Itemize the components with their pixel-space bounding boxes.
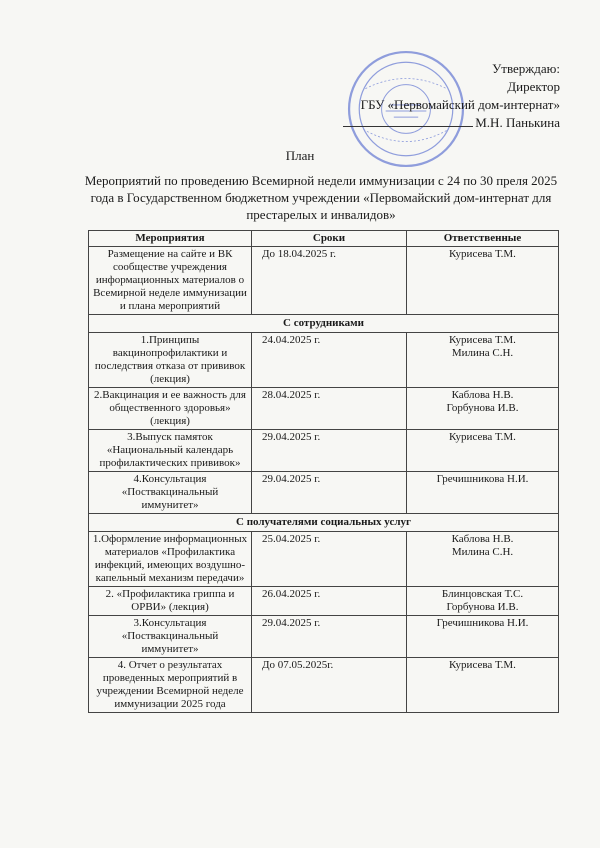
organization-name: ГБУ «Первомайский дом-интернат» <box>360 97 560 112</box>
director-position: Директор <box>507 79 560 94</box>
date-cell: 25.04.2025 г. <box>252 532 407 587</box>
date-cell: До 07.05.2025г. <box>252 658 407 713</box>
responsible-person: Блинцовская Т.С. <box>441 588 524 600</box>
table-row <box>89 587 559 616</box>
responsible-person: Курисева Т.М. <box>449 248 516 260</box>
table-row <box>89 472 559 514</box>
responsible-person: Каблова Н.В. <box>451 389 514 401</box>
table-row <box>89 616 559 658</box>
event-cell: 4.Консультация «Поствакцинальный иммунитет» <box>89 472 252 514</box>
responsible-cell <box>407 388 559 430</box>
event-cell: 2. «Профилактика гриппа и ОРВИ» (лекция) <box>89 587 252 616</box>
section-staff: С сотрудниками <box>89 315 559 333</box>
responsible-person: Гречишникова Н.И. <box>436 617 529 629</box>
event-cell: Размещение на сайте и ВК сообществе учреждения информационных материалов о Всемирной неделе иммунизации и плана мероприятий <box>89 247 252 315</box>
responsible-person: Горбунова И.В. <box>446 402 519 414</box>
approval-block <box>343 60 560 132</box>
event-cell: 3.Консультация «Поствакцинальный иммунитет» <box>89 616 252 658</box>
header-dates: Сроки <box>252 231 407 247</box>
responsible-cell <box>407 587 559 616</box>
document-title: План <box>285 148 315 163</box>
document-subtitle: Мероприятий по проведению Всемирной недели иммунизации с 24 по 30 преля 2025 года в Государственном бюджетном учреждении «Первомайский дом-интернат для престарелых и инвалидов» <box>84 173 558 222</box>
header-responsible: Ответственные <box>407 231 559 247</box>
responsible-cell <box>407 430 559 472</box>
date-cell: 29.04.2025 г. <box>252 616 407 658</box>
section-clients: С получателями социальных услуг <box>89 514 559 532</box>
director-name: М.Н. Панькина <box>475 115 560 130</box>
responsible-cell <box>407 333 559 388</box>
event-cell: 2.Вакцинация и ее важность для общественного здоровья» (лекция) <box>89 388 252 430</box>
responsible-person: Курисева Т.М. <box>449 659 516 671</box>
event-cell: 1.Принципы вакцинопрофилактики и последствия отказа от прививок (лекция) <box>89 333 252 388</box>
responsible-person: Курисева Т.М. <box>449 431 516 443</box>
events-table <box>88 230 559 713</box>
section-row <box>89 315 559 333</box>
date-cell: 26.04.2025 г. <box>252 587 407 616</box>
event-cell: 4. Отчет о результатах проведенных мероприятий в учреждении Всемирной неделе иммунизации 2025 года <box>89 658 252 713</box>
table-header-row <box>89 231 559 247</box>
responsible-person: Гречишникова Н.И. <box>436 473 529 485</box>
date-cell: 29.04.2025 г. <box>252 472 407 514</box>
header-events: Мероприятия <box>89 231 252 247</box>
signature-line <box>343 114 560 132</box>
date-cell: 28.04.2025 г. <box>252 388 407 430</box>
date-cell: 24.04.2025 г. <box>252 333 407 388</box>
responsible-person: Милина С.Н. <box>451 546 514 558</box>
responsible-person: Каблова Н.В. <box>451 533 514 545</box>
table-row <box>89 388 559 430</box>
date-cell: 29.04.2025 г. <box>252 430 407 472</box>
date-cell: До 18.04.2025 г. <box>252 247 407 315</box>
event-cell: 3.Выпуск памяток «Национальный календарь профилактических прививок» <box>89 430 252 472</box>
table-row <box>89 247 559 315</box>
signature-underline <box>343 126 473 127</box>
responsible-person: Милина С.Н. <box>451 347 514 359</box>
responsible-person: Горбунова И.В. <box>446 601 519 613</box>
responsible-person: Курисева Т.М. <box>449 334 516 346</box>
table-row <box>89 333 559 388</box>
section-row <box>89 514 559 532</box>
table-row <box>89 532 559 587</box>
responsible-cell <box>407 472 559 514</box>
responsible-cell <box>407 247 559 315</box>
responsible-cell <box>407 532 559 587</box>
responsible-cell <box>407 658 559 713</box>
table-row <box>89 430 559 472</box>
event-cell: 1.Оформление информационных материалов «Профилактика инфекций, имеющих воздушно-капельный механизм передачи» <box>89 532 252 587</box>
table-row <box>89 658 559 713</box>
responsible-cell <box>407 616 559 658</box>
approve-label: Утверждаю: <box>492 61 560 76</box>
